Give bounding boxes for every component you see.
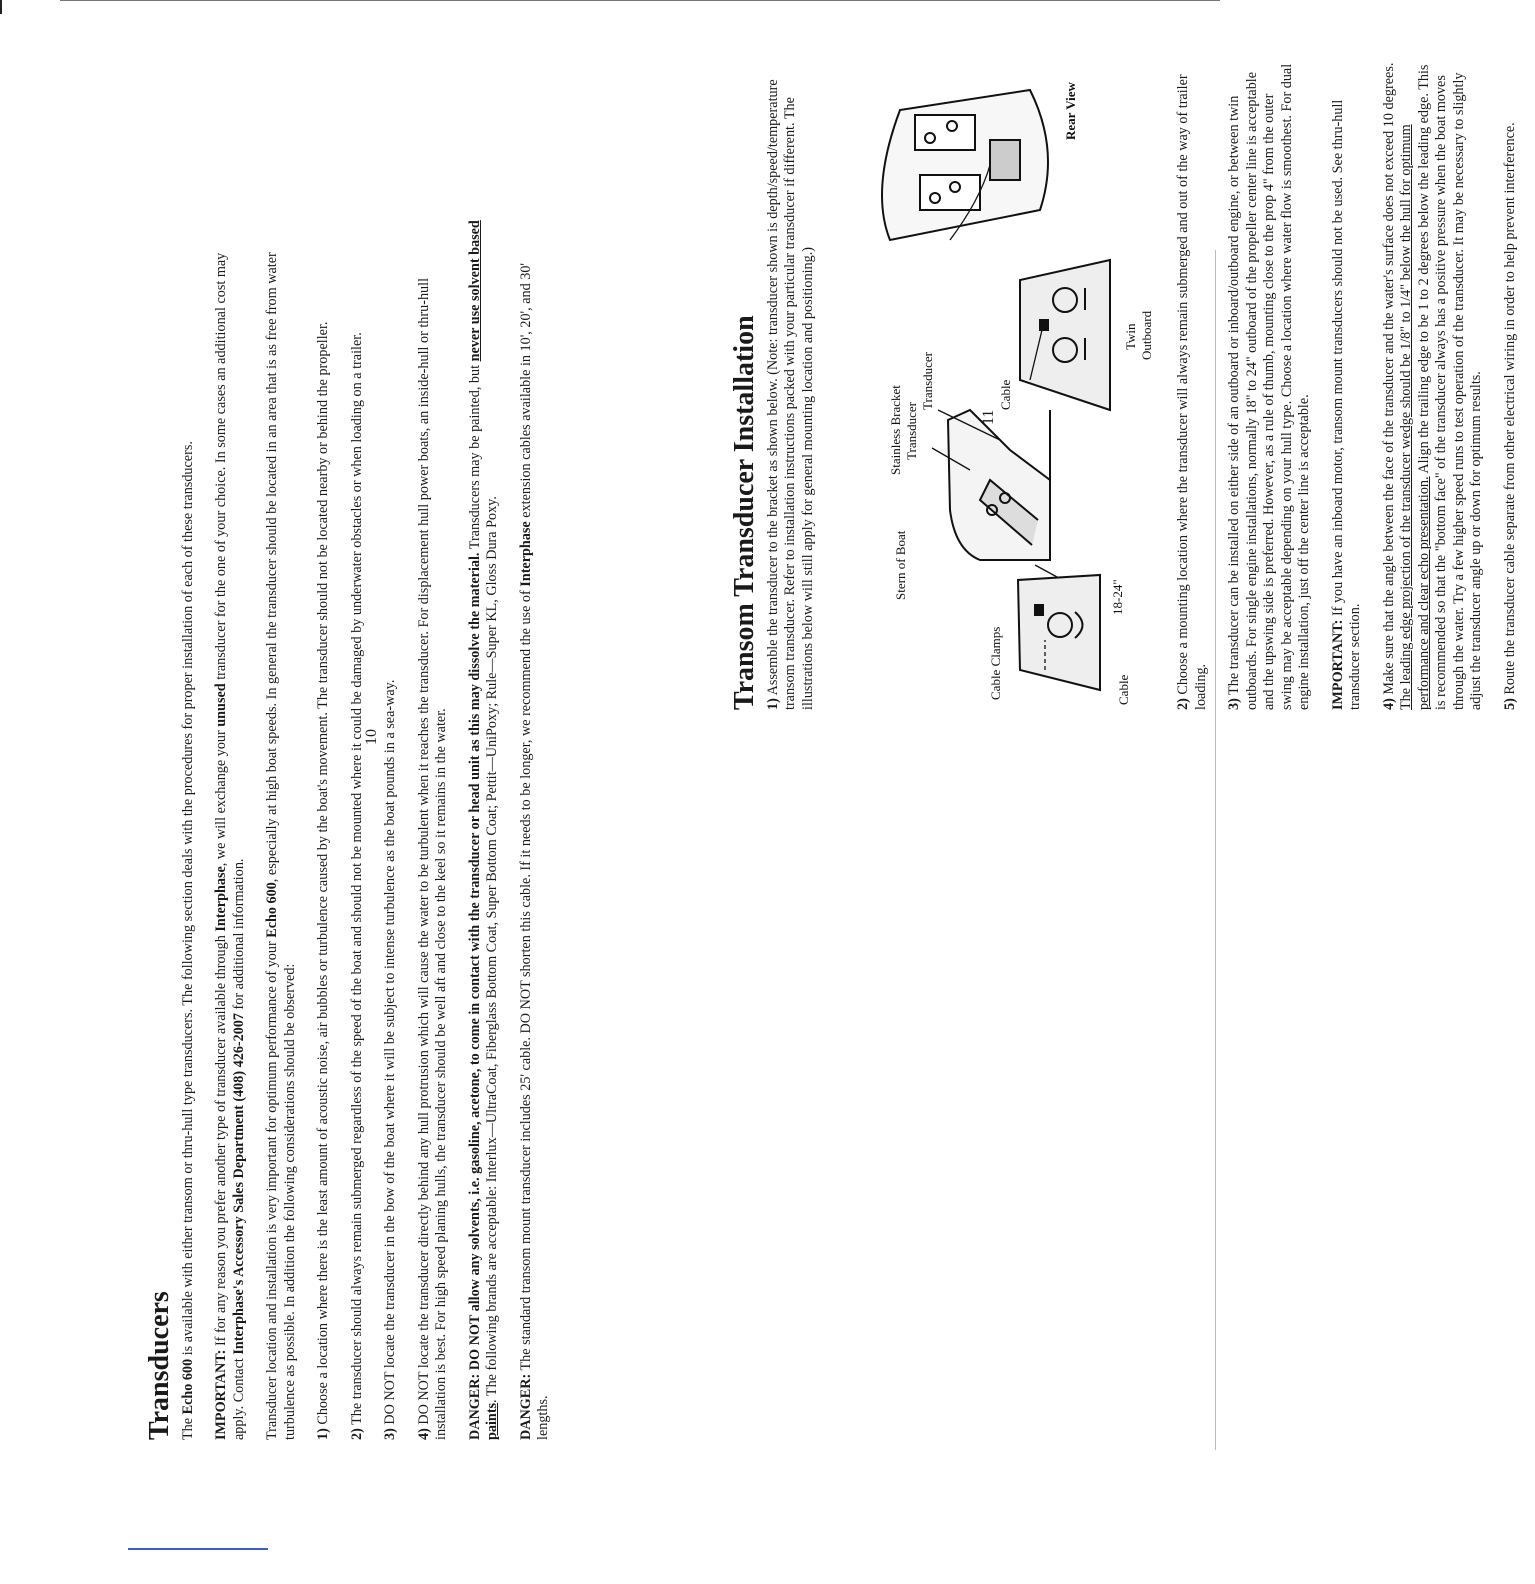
page-title: Transducers xyxy=(144,1291,175,1440)
important-paragraph: IMPORTANT: If you have an inboard motor, transom mount transducers should not be used. See thru-hull transducer section. xyxy=(1329,99,1363,710)
label-cable-1: Cable xyxy=(1116,674,1131,705)
page-title: Transom Transducer Installation xyxy=(729,315,760,710)
list-item: 4) DO NOT locate the transducer directly behind any hull protrusion which will cause the water to be turbulent when it reaches the transducer. For displacement hull power boats, an inside-hull or thru-hull installation is best. For high speed planing hulls, the transducer should be well aft and close to the keel so it remains in the water. xyxy=(415,277,450,1440)
scan-artifact-top xyxy=(60,0,1220,1)
scan-artifact-left xyxy=(0,0,2,14)
label-transducer-1: Transducer xyxy=(904,401,919,460)
single-engine-view xyxy=(1018,575,1100,690)
rear-view xyxy=(882,90,1048,240)
intro-paragraph: The Echo 600 is available with either transom or thru-hull type transducers. The following section deals with the procedures for proper installation of each of these transducers. xyxy=(179,441,196,1440)
stern-side-view xyxy=(932,410,1090,595)
step-paragraph: 5) Route the transducer cable separate from other electrical wiring in order to help prevent interference. xyxy=(1501,122,1518,710)
step-paragraph: 4) Make sure that the angle between the face of the transducer and the water's surface does not exceed 10 degrees. The leading edge projection of the transducer wedge should be 1/8" to 1/4" below the hull for optimum performance and clear echo presentation. Align the trailing edge to be 1 to 2 degrees below the leading edge. This is recommended so that the "bottom face" of the transducer always has a positive pressure when the boat moves through the water. Try a few higher speed runs to test operation of the transducer. It may be necessary to slightly adjust the transducer angle up or down for optimum results. xyxy=(1380,62,1484,710)
danger-cable: DANGER: The standard transom mount transducer includes 25' cable. DO NOT shorten this cable. If it needs to be longer, we recommend the use of Interphase extension cables available in 10', 20', and 30' lengths. xyxy=(517,263,552,1440)
label-cable-clamps: Cable Clamps xyxy=(988,626,1003,700)
label-distance: 18-24" xyxy=(1110,579,1125,615)
label-rear-view: Rear View xyxy=(1063,82,1078,140)
page-11-steps xyxy=(1175,60,1535,710)
label-twin: Twin xyxy=(1123,323,1138,350)
installation-figure xyxy=(860,60,1160,710)
label-bracket: Stainless Bracket xyxy=(888,385,903,475)
step-paragraph: 3) The transducer can be installed on either side of an outboard or inboard/outboard engine, or between twin outboards. For single engine installations, normally 18" to 24" outboard of the propeller center line is acceptable and the upswing side is preferred. However, as a rule of thumb, mounting close to the prop 4" from the outer swing may be acceptable depending on your hull type. Choose a location where water flow is smoothest. For dual engine installation, just off the center line is acceptable. xyxy=(1226,63,1312,710)
important-paragraph: IMPORTANT: If for any reason you prefer another type of transducer available through Interphase, we will exchange your unused transducer for the one of your choice. In some cases an additional cost may apply. Contact Interphase's Accessory Sales Department (408) 426-2007 for additional information. xyxy=(213,252,247,1440)
list-item: 2) The transducer should always remain submerged regardless of the speed of the boat and should not be mounted where it could be damaged by underwater obstacles or when loading on a trailer. xyxy=(348,332,365,1440)
page-11 xyxy=(120,60,1518,1550)
step-paragraph: 1) Assemble the transducer to the bracket as shown below. (Note: transducer shown is depth/speed/temperature transom transducer. Refer to installation instructions packed with your particular transducer if different. The illustrations below will still apply for general mounting location and positioning.) xyxy=(764,79,816,710)
list-item: 1) Choose a location where there is the least amount of acoustic noise, air bubbles or turbulence caused by the boat's movement. The transducer should not be located nearby or behind the propeller. xyxy=(315,321,332,1440)
label-outboard: Outboard xyxy=(1139,310,1154,360)
list-item: 3) DO NOT locate the transducer in the bow of the boat where it will be subject to intense turbulence as the boat pounds in a sea-way. xyxy=(382,679,399,1440)
label-stern: Stern of Boat xyxy=(893,530,908,600)
label-transducer-2: Transducer xyxy=(920,351,935,410)
step-paragraph: 2) Choose a mounting location where the transducer will always remain submerged and out of the way of trailer loading. xyxy=(1175,74,1209,710)
location-paragraph: Transducer location and installation is very important for optimum performance of your Echo 600, especially at high boat speeds. In general the transducer should be located in an area that is as free from water turbulence as possible. In addition the following considerations should be observed: xyxy=(264,252,298,1440)
page-number: 11 xyxy=(980,409,997,425)
twin-outboard-view xyxy=(1020,260,1110,410)
label-cable-2: Cable xyxy=(998,379,1013,410)
page-number: 10 xyxy=(363,729,380,745)
transducer-diagram xyxy=(860,60,1160,710)
danger-solvents: DANGER: DO NOT allow any solvents, i.e. gasoline, acetone, to come in contact with the transducer or head unit as this may dissolve the material. Transducers may be painted, but never use solvent based paints. The following brands are acceptable: Interlux—UltraCoat, Fiberglass Bottom Coat, Super Bottom Coat; Pettit—UniPoxy; Rule—Super KL, Gloss Dura Poxy. xyxy=(466,220,501,1440)
